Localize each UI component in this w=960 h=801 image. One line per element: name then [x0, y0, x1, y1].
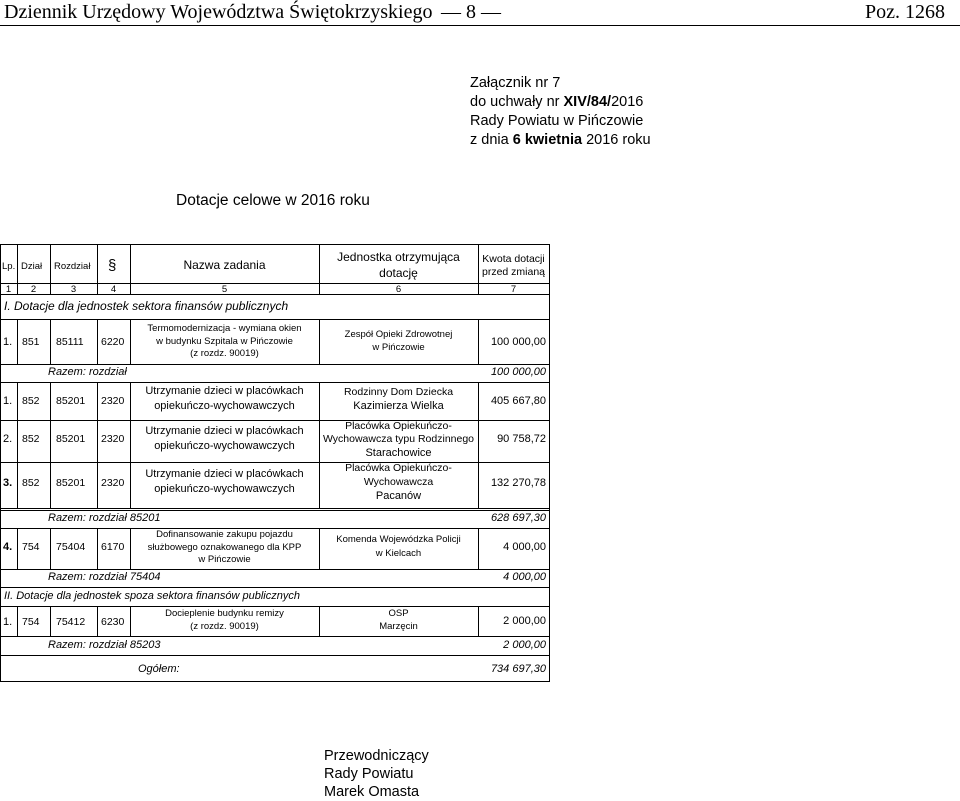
header-rule [0, 25, 960, 26]
position-number: Poz. 1268 [865, 1, 945, 23]
col-header-dzial: Dział [21, 261, 43, 272]
subtotal-label: Razem: rozdział 75404 [48, 571, 161, 583]
col-num: 6 [395, 284, 402, 295]
col-num: 1 [5, 284, 12, 295]
date-line: z dnia 6 kwietnia 2016 roku [470, 132, 651, 148]
council-line: Rady Powiatu w Pińczowie [470, 113, 644, 129]
subtotal-label: Razem: rozdział 85201 [48, 512, 161, 524]
grand-total-amount: 734 697,30 [490, 663, 546, 675]
section-title: I. Dotacje dla jednostek sektora finansów publicznych [4, 299, 289, 313]
signatory-org: Rady Powiatu [324, 766, 414, 782]
signature-block [324, 747, 429, 801]
col-num: 7 [510, 284, 517, 295]
subtotal-label: Razem: rozdział [48, 366, 127, 378]
col-num: 5 [221, 284, 228, 295]
subtotal-label: Razem: rozdział 85203 [48, 639, 161, 651]
subtotal-amount: 2 000,00 [503, 639, 546, 651]
journal-header [0, 0, 960, 24]
journal-title: Dziennik Urzędowy Województwa Świętokrzyskiego [4, 1, 433, 23]
col-header-lp: Lp. [2, 261, 16, 272]
subtotal-amount: 100 000,00 [490, 366, 546, 378]
col-num: 3 [70, 284, 77, 295]
subtotal-amount: 628 697,30 [490, 512, 546, 524]
attachment-number: Załącznik nr 7 [470, 75, 561, 91]
signatory-name: Marek Omasta [324, 784, 420, 800]
subtotal-amount: 4 000,00 [503, 571, 546, 583]
col-header-nazwa: Nazwa zadania [183, 258, 266, 272]
attachment-note [470, 74, 651, 150]
col-num: 2 [30, 284, 37, 295]
grand-total-label: Ogółem: [138, 663, 180, 675]
page-number: — 8 — [441, 1, 501, 23]
col-header-rozdzial: Rozdział [54, 261, 91, 272]
resolution-line: do uchwały nr XIV/84/2016 [470, 94, 644, 110]
signatory-role: Przewodniczący [324, 748, 429, 764]
section-title: II. Dotacje dla jednostek spoza sektora finansów publicznych [4, 590, 300, 602]
col-num: 4 [110, 284, 117, 295]
document-title: Dotacje celowe w 2016 roku [176, 192, 370, 209]
grants-table: Lp. Dział Rozdział § Nazwa zadania Jednostka otrzymująca dotację Kwota dotacji przed zmianą 1 2 3 4 5 6 7 I. Dotacje dla jednostek sektora finansów publicznych 1. 851 85111 6220 Termomodernizacja - wymiana okien w budynku Szpitala w Pińczowie (z rozdz. 90019) Zespół Opieki Zdrowotnej w Pińczowie 100 000,00 Razem: rozdział 100 000,00 1. 852 85201 2320 Utrzymanie dzieci w placówkach opiekuńczo-wychowawczych Rodzinny Dom Dziecka Kazimierza Wielka 405 667,80 2. 852 85201 2320 Utrzymanie dzieci w placówkach opiekuńczo-wychowawczych Placówka Opiekuńczo- Wychowawcza typu Rodzinnego Starachowice 90 758,72 3. 852 85201 2320 Utrzymanie dzieci w placówkach opiekuńczo-wychowawczych Placówka Opiekuńczo- Wychowawcza Pacanów 132 270,78 Razem: rozdział 85201 628 697,30 4. 754 75404 6170 Dofinansowanie zakupu pojazdu służbowego oznakowanego dla KPP w Pińczowie Komenda Wojewódzka Policji w Kielcach 4 000,00 Razem: rozdział 75404 4 000,00 II. Dotacje dla jednostek spoza sektora finansów publicznych 1. 754 75412 6230 Docieplenie budynku remizy (z rozdz. 90019) OSP Marzęcin 2 000,00 Razem: rozdział 85203 2 000,00 Ogółem: 734 697,30 [0, 244, 550, 682]
col-header-kwota-2: przed zmianą [481, 266, 546, 278]
col-header-kwota: Kwota dotacji [482, 253, 545, 265]
col-header-jednostka: Jednostka otrzymująca [337, 250, 460, 264]
col-header-jednostka-2: dotację [379, 266, 418, 280]
col-header-paragraph: § [108, 257, 117, 274]
